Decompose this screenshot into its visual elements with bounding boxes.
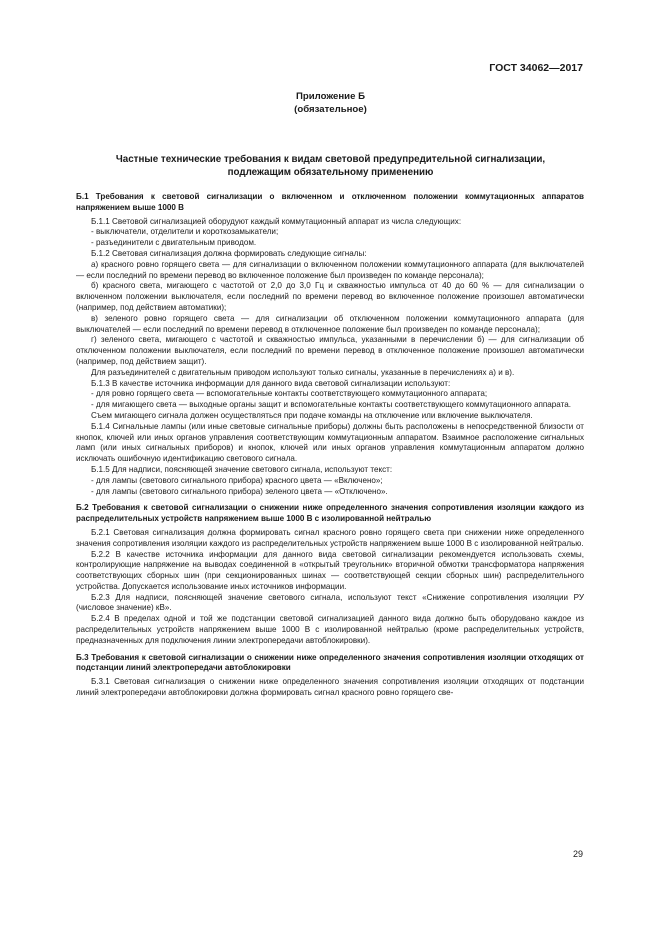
paragraph: Б.1.4 Сигнальные лампы (или иные световые сигнальные приборы) должны быть расположены в непосредственной близости от кнопок, ключей или иных органов управления соответствующим коммутационным аппаратом. Взаимное расположение сигнальных ламп (или иных сигнальных приборов) и кнопок, ключей или иных органов управления коммутационным аппаратом должно исключать ошибочную идентификацию светового сигнала. — [76, 421, 584, 464]
paragraph: в) зеленого ровно горящего света — для сигнализации об отключенном положении коммутационного аппарата (для выключателей — если последний по времени перевод в отключенное положение был произведен по команде персонала); — [76, 313, 584, 334]
paragraph: Б.2.1 Световая сигнализация должна формировать сигнал красного ровно горящего света при снижении ниже определенного значения сопротивления изоляции каждого из распределительных устройств напряжением выше 1000 В с изолированной нейтралью. — [76, 527, 584, 548]
paragraph: Б.2.3 Для надписи, поясняющей значение светового сигнала, используют текст «Снижение сопротивления изоляции РУ (числовое значение) кВ». — [76, 592, 584, 613]
section-heading: Б.2 Требования к световой сигнализации о снижении ниже определенного значения сопротивления изоляции каждого из распределительных устройств напряжением выше 1000 В с изолированной нейтралью — [76, 503, 584, 524]
paragraph: - для лампы (светового сигнального прибора) зеленого цвета — «Отключено». — [91, 486, 388, 496]
paragraph: - выключатели, отделители и короткозамыкатели; — [91, 227, 279, 237]
paragraph: Б.2.2 В качестве источника информации для данного вида световой сигнализации рекомендуется использовать схемы, контролирующие напряжение на выводах соединенной в «открытый треугольник» вторичной обмотки трансформатора напряжения соответствующих сборных шин (при секционированных шинах — соответствующей секции сборных шин) распределительного устройства. Допускается использование иных источников информации. — [76, 549, 584, 591]
section-heading: Б.3 Требования к световой сигнализации о снижении ниже определенного значения сопротивления изоляции отходящих от подстанции линий электропередачи автоблокировки — [76, 652, 584, 673]
paragraph: Б.1.2 Световая сигнализация должна формировать следующие сигналы: — [91, 248, 367, 258]
paragraph: Б.2.4 В пределах одной и той же подстанции световой сигнализацией данного вида должно быть оборудовано каждое из распределительных устройств напряжением выше 1000 В с изолированной нейтралью (кроме распределительных устройств, предназначенных для подключения линии электропередачи автоблокировки). — [76, 614, 584, 645]
title-line: подлежащим обязательному применению — [227, 166, 434, 178]
document-body — [76, 186, 584, 699]
paragraph: Съем мигающего сигнала должен осуществляться при подаче команды на отключение или включение выключателя. — [91, 410, 533, 420]
paragraph: Б.1.5 Для надписи, поясняющей значение светового сигнала, используют текст: — [91, 464, 393, 474]
standard-number: ГОСТ 34062—2017 — [489, 62, 583, 74]
paragraph: - разъединители с двигательным приводом. — [91, 238, 257, 248]
paragraph: - для лампы (светового сигнального прибора) красного цвета — «Включено»; — [91, 475, 383, 485]
paragraph: Для разъединителей с двигательным приводом используют только сигналы, указанные в перечислениях а) и в). — [91, 367, 515, 377]
annex-heading — [0, 91, 661, 116]
title-line: Частные технические требования к видам световой предупредительной сигнализации, — [115, 154, 546, 165]
paragraph: - для мигающего света — выходные органы защит и вспомогательные контакты соответствующего коммутационного аппарата. — [91, 400, 571, 410]
annex-main-title — [60, 154, 601, 179]
paragraph: б) красного света, мигающего с частотой от 2,0 до 3,0 Гц и скважностью импульса от 40 до 60 % — для сигнализации о включенном положении выключателя, если последний по времени перевод во включенное положение произошел автоматически (например, под действием автоматики); — [76, 281, 584, 312]
paragraph: г) зеленого света, мигающего с частотой и скважностью импульса, указанными в перечислении б) — для сигнализации об отключенном положении выключателя, если последний по времени перевод в отключенное положение произошел автоматически (например, под действием защит). — [76, 335, 584, 366]
annex-status: (обязательное) — [294, 103, 367, 115]
paragraph: Б.1.1 Световой сигнализацией оборудуют каждый коммутационный аппарат из числа следующих: — [91, 216, 462, 226]
paragraph: - для ровно горящего света — вспомогательные контакты соответствующего коммутационного аппарата; — [91, 389, 488, 399]
paragraph: Б.1.3 В качестве источника информации для данного вида световой сигнализации используют: — [91, 378, 451, 388]
paragraph: Б.3.1 Световая сигнализация о снижении ниже определенного значения сопротивления изоляции отходящих от подстанции линий электропередачи автоблокировки должна формировать сигнал красного ровно горящего све- — [76, 677, 584, 698]
annex-title: Приложение Б — [296, 91, 365, 102]
page-number: 29 — [572, 849, 583, 859]
section-heading: Б.1 Требования к световой сигнализации о включенном и отключенном положении коммутационных аппаратов напряжением выше 1000 В — [76, 192, 584, 212]
paragraph: а) красного ровно горящего света — для сигнализации о включенном положении коммутационного аппарата (для выключателей — если последний по времени перевод во включенное положение был произведен по команде персонала); — [76, 259, 584, 280]
